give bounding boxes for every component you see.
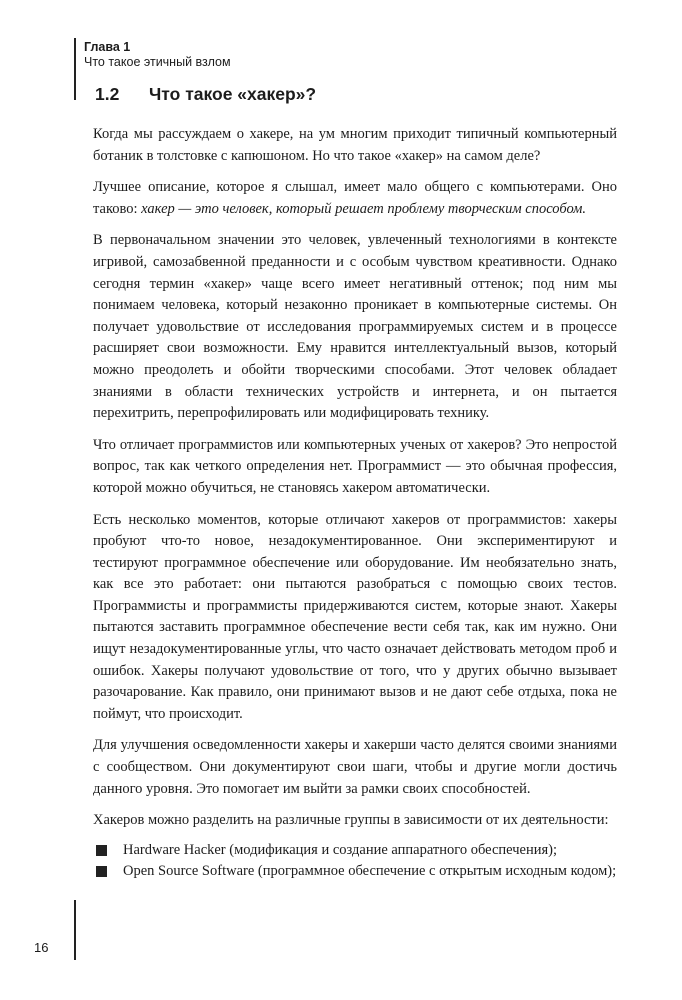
section-heading — [95, 84, 316, 105]
hacker-groups-list — [93, 840, 617, 883]
paragraph-3: В первоначальном значении это человек, увлеченный технологиями в контексте игривой, самозабвенной преданности и с особым чувством креативности. Однако сегодня термин «хакер» чаще всего имеет негативный оттенок; под ним мы понимаем человека, который незаконно проникает в компьютерные системы. Он получает удовольствие от исследования программируемых систем и в процессе расширяет свои возможности. Ему нравится интеллектуальный вызов, который можно преодолеть и обойти творческими способами. Этот человек обладает знаниями в области технических устройств и интернета, и он пытается перехитрить, перепрофилировать или модифицировать технику. — [93, 232, 617, 422]
paragraph-5: Есть несколько моментов, которые отличают хакеров от программистов: хакеры пробуют что-то новое, незадокументированное. Они экспериментируют и тестируют программное обеспечение или оборудование. Им необязательно знать, как все это работает: они пытаются разобраться с помощью своих тестов. Программисты и программисты придерживаются систем, которые знают. Хакеры пытаются заставить программное обеспечение вести себя так, как им нужно. Они ищут незадокументированные углы, что часто означает действовать методом проб и ошибок. Хакеры получают удовольствие от того, что у других обычно вызывает разочарование. Как правило, они принимают вызов и не дают себе отдыха, пока не поймут, что происходит. — [93, 511, 617, 722]
body-text — [93, 124, 617, 883]
list-item — [93, 840, 617, 862]
section-number: 1.2 — [95, 84, 120, 104]
section-title: Что такое «хакер»? — [149, 84, 317, 104]
hacker-definition: хакер — это человек, который решает проблему творческим способом. — [141, 200, 587, 217]
running-header — [84, 40, 231, 70]
chapter-title: Что такое этичный взлом — [84, 55, 231, 69]
chapter-label: Глава 1 — [84, 40, 131, 54]
paragraph-1: Когда мы рассуждаем о хакере, на ум многим приходит типичный компьютерный ботаник в толстовке с капюшоном. Но что такое «хакер» на самом деле? — [93, 126, 617, 164]
bullet-square-icon — [96, 866, 107, 877]
list-item-text: Open Source Software (программное обеспечение с открытым исходным кодом); — [123, 863, 617, 880]
page-number: 16 — [34, 940, 49, 955]
paragraph-6: Для улучшения осведомленности хакеры и хакерши часто делятся своими знаниями с сообществом. Они документируют свои шаги, чтобы и другие могли достичь данного уровня. Это помогает им выйти за рамки своих способностей. — [93, 737, 617, 797]
paragraph-4: Что отличает программистов или компьютерных ученых от хакеров? Это непростой вопрос, так как четкого определения нет. Программист — это обычная профессия, которой можно обучиться, не становясь хакером автоматически. — [93, 436, 617, 496]
paragraph-2 — [93, 177, 617, 220]
footer-rule — [74, 900, 76, 960]
header-rule — [74, 38, 76, 100]
list-item — [93, 861, 617, 883]
list-item-text: Hardware Hacker (модификация и создание аппаратного обеспечения); — [123, 841, 557, 858]
bullet-square-icon — [96, 845, 107, 856]
paragraph-7: Хакеров можно разделить на различные группы в зависимости от их деятельности: — [93, 812, 609, 829]
paragraph-2-text: Лучшее описание, которое я слышал, имеет мало общего с компьютерами. Оно таково: — [93, 179, 617, 217]
